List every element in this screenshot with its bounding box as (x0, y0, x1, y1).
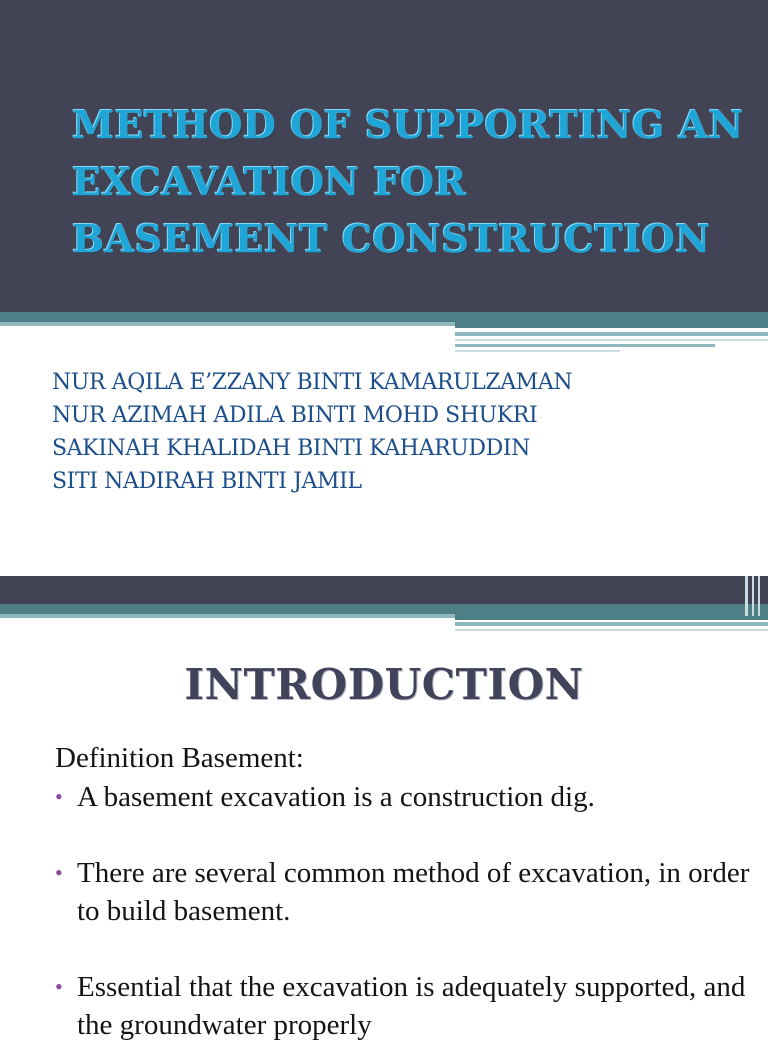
decor-stripe (0, 614, 455, 618)
decor-stripe (455, 629, 768, 631)
bullet-marker-icon: • (55, 974, 63, 999)
bullet-marker-icon: • (55, 784, 63, 809)
decor-stripe (455, 614, 768, 620)
bullet-item (55, 968, 755, 1044)
decor-stripe (0, 312, 768, 322)
bullet-item (55, 778, 755, 816)
author-name: NUR AZIMAH ADILA BINTI MOHD SHUKRI (52, 403, 538, 428)
decor-stripe (0, 322, 455, 326)
decor-stripe (455, 622, 768, 626)
decor-stripe (0, 604, 768, 614)
author-list (52, 366, 732, 498)
decor-stripe (455, 332, 768, 336)
section-heading: INTRODUCTION (184, 660, 584, 709)
decor-stripe (455, 344, 715, 347)
slide-title (72, 96, 744, 267)
bullet-marker-icon: • (55, 860, 63, 885)
title-line: METHOD OF SUPPORTING AN (72, 102, 744, 147)
definition-label: Definition Basement: (55, 742, 304, 774)
decor-stripe (455, 350, 620, 352)
decor-stripe (455, 322, 768, 328)
bullet-item (55, 854, 755, 930)
decor-stripe (455, 339, 768, 341)
author-name: SAKINAH KHALIDAH BINTI KAHARUDDIN (52, 436, 531, 461)
author-name: NUR AQILA E’ZZANY BINTI KAMARULZAMAN (52, 370, 573, 395)
title-line: BASEMENT CONSTRUCTION (72, 216, 711, 261)
decor-stripe (752, 576, 754, 616)
bullet-text: A basement excavation is a construction dig. (77, 781, 595, 813)
bullet-text: Essential that the excavation is adequately supported, and the groundwater properly (77, 971, 746, 1041)
author-name: SITI NADIRAH BINTI JAMIL (52, 469, 362, 494)
decor-stripe (758, 576, 760, 616)
title-line: EXCAVATION FOR (72, 159, 467, 204)
slide-body (55, 738, 755, 1044)
bullet-text: There are several common method of excavation, in order to build basement. (77, 857, 750, 927)
decor-stripe (745, 576, 748, 616)
